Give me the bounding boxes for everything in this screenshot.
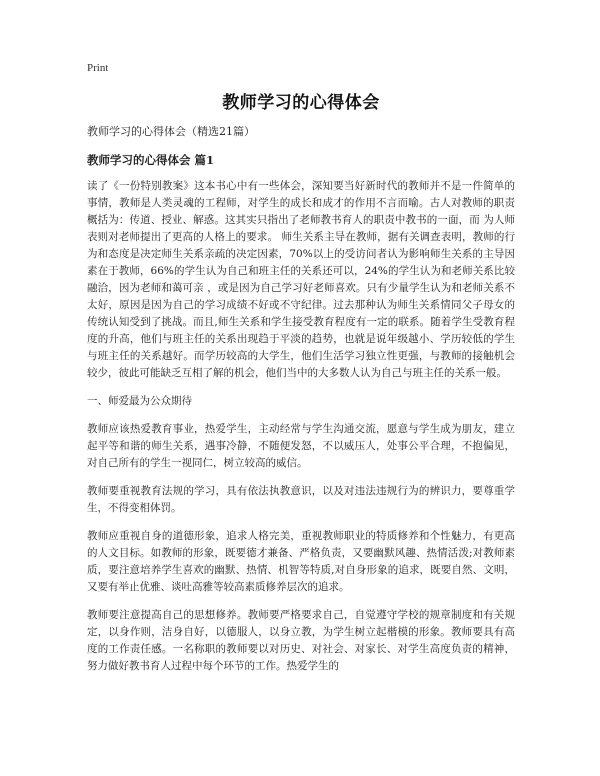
paragraph-moral-image: 教师应重视自身的道德形象，追求人格完美，重视教师职业的特质修养和个性魅力，有更高的人文目标。如教师的形象，既要德才兼备、严格负责，又要幽默风趣、热情活泼;对教师素质，要注意培养学生喜欢的幽默、热情、机智等特质,对自身形象的追求，既要自然、文明，又要有举止优雅、谈吐高雅等较高素质修养层次的追求。: [87, 530, 515, 593]
document-page: [87, 62, 515, 686]
document-subtitle: 教师学习的心得体会（精选21篇）: [87, 125, 255, 138]
paragraph-education-law: 教师要重视教育法规的学习，具有依法执教意识，以及对违法违规行为的辨识力，要尊重学生，不得变相体罚。: [87, 485, 515, 514]
paragraph-teacher-love: 教师应该热爱教育事业，热爱学生，主动经常与学生沟通交流，愿意与学生成为朋友，建立起平等和谐的师生关系，遇事冷静，不随便发怒，不以威压人，处事公平合理，不抱偏见，对自己所有的学生一视同仁，树立较高的威信。: [87, 423, 515, 469]
print-link[interactable]: Print: [87, 62, 109, 74]
paragraph-intro: 读了《一份特别教案》这本书心中有一些体会，深知要当好新时代的教师并不是一件简单的事情，教师是人类灵魂的工程师，对学生的成长和成才的作用不言而喻。古人对教师的职责概括为：传道、授业、解惑。这其实只指出了老师教书育人的职责中教书的一面，而 为人师表则对老师提出了更高的人格上的要求。 师生关系主导在教师，据有关调查表明，教师的行为和态度是决定师生关系亲疏的决定因素，70%以上的受访问者认为影响师生关系的主导因素在于教师，66%的学生认为自己和班主任的关系还可以，24%的学生认为和老师关系比较融洽，因为老师和蔼可亲 ，或是因为自己学习好老师喜欢。只有少量学生认为和老师关系不太好，原因是因为自己的学习成绩不好或不守纪律。过去那种认为师生关系情同父子母女的传统认知受到了挑战。而且,师生关系和学生接受教育程度有一定的联系。随着学生受教育程度的升高，他们与班主任的关系出现趋于平淡的趋势，也就是说年级越小、学历较低的学生与班主任的关系越好。而学历较高的大学生，他们生活学习独立性更强，与教师的接触机会较少，彼此可能缺乏互相了解的机会，他们当中的大多数人认为自己与班主任的关系一般。: [87, 180, 515, 379]
paragraph-self-cultivation: 教师要注意提高自己的思想修养。教师要严格要求自己，自觉遵守学校的规章制度和有关规定，以身作则，洁身自好，以德服人，以身立教，为学生树立起楷模的形象。教师要具有高度的工作责任感。一名称职的教师要以对历史、对社会、对家长、对学生高度负责的精神，努力做好教书育人过程中每个环节的工作。热爱学生的: [87, 609, 515, 672]
subsection-heading: 一、师爱最为公众期待: [87, 395, 192, 407]
document-title: 教师学习的心得体会: [222, 93, 380, 113]
section-heading: 教师学习的心得体会 篇1: [87, 153, 215, 167]
